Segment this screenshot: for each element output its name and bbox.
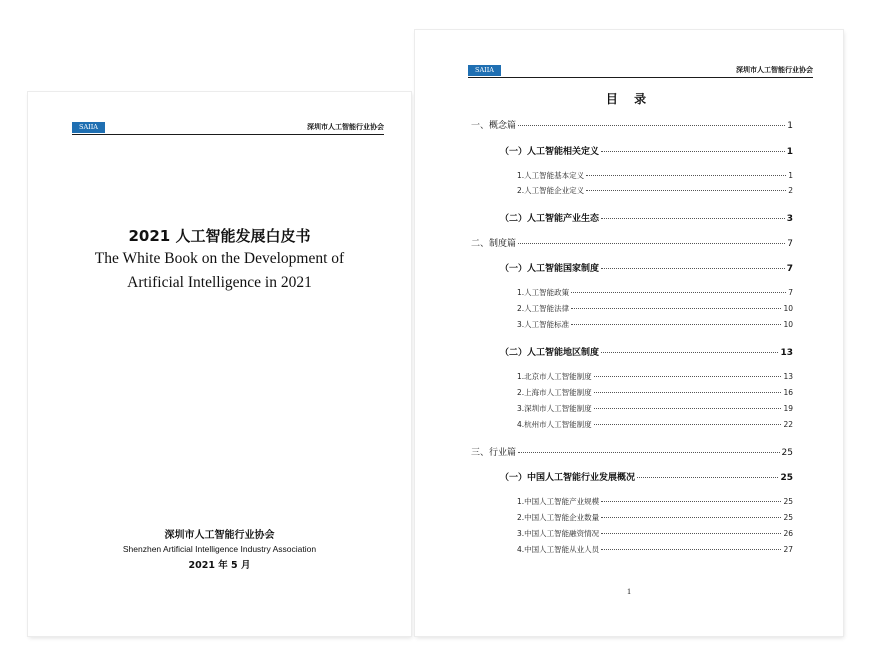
toc-entry[interactable]	[517, 371, 793, 382]
toc-entry-page: 1	[786, 147, 793, 157]
toc-entry[interactable]	[517, 387, 793, 398]
toc-entry-label: （一）人工智能相关定义	[500, 147, 600, 157]
cover-page	[28, 92, 411, 636]
page-number: 1	[627, 587, 631, 596]
toc-entry[interactable]	[517, 303, 793, 314]
toc-leader-dots	[518, 452, 780, 453]
toc-entry[interactable]	[517, 544, 793, 555]
toc-entry-label: 1.北京市人工智能制度	[517, 372, 592, 381]
toc-entry-label: 1.人工智能政策	[517, 288, 570, 297]
toc-leader-dots	[571, 308, 781, 309]
toc-entry-label: 3.中国人工智能融资情况	[517, 529, 600, 538]
toc-leader-dots	[601, 549, 781, 550]
toc-entry[interactable]	[500, 211, 793, 224]
toc-entry-page: 10	[783, 304, 793, 313]
cover-association-en: Shenzhen Artificial Intelligence Industry Association	[122, 544, 317, 554]
toc-entry-page: 3	[786, 214, 793, 224]
toc-entry[interactable]	[500, 345, 793, 358]
toc-entry-label: 4.中国人工智能从业人员	[517, 545, 600, 554]
cover-title-en-line1: The White Book on the Development of	[94, 250, 345, 267]
toc-leader-dots	[601, 501, 781, 502]
saiia-tag: SAIIA	[72, 122, 105, 133]
toc-entry-label: （一）人工智能国家制度	[500, 264, 600, 274]
toc-entry-page: 25	[780, 473, 793, 483]
toc-leader-dots	[601, 218, 785, 219]
toc-entry-page: 10	[783, 320, 793, 329]
toc-entry[interactable]	[517, 185, 793, 196]
toc-entry[interactable]	[517, 528, 793, 539]
toc-leader-dots	[594, 408, 782, 409]
toc-leader-dots	[594, 424, 782, 425]
toc-entry[interactable]	[517, 403, 793, 414]
toc-entry-page: 2	[788, 186, 793, 195]
toc-leader-dots	[518, 243, 785, 244]
toc-entry-label: 2.人工智能企业定义	[517, 186, 585, 195]
cover-date: 2021 年 5 月	[188, 560, 251, 571]
toc-entry-label: 一、概念篇	[471, 121, 517, 131]
page-header	[468, 65, 813, 78]
toc-entry-label: 二、制度篇	[471, 239, 517, 249]
toc-entry[interactable]	[517, 512, 793, 523]
toc-entry[interactable]	[517, 170, 793, 181]
toc-entry-page: 1	[787, 121, 793, 131]
toc-leader-dots	[586, 175, 786, 176]
toc-entry-page: 13	[780, 348, 793, 358]
toc-entry-label: 3.深圳市人工智能制度	[517, 404, 592, 413]
header-org-name: 深圳市人工智能行业协会	[307, 123, 384, 131]
toc-entry-page: 7	[786, 264, 793, 274]
toc-entry-label: 2.上海市人工智能制度	[517, 388, 592, 397]
toc-leader-dots	[594, 376, 782, 377]
toc-entry[interactable]	[517, 496, 793, 507]
toc-entry-page: 19	[783, 404, 793, 413]
toc-leader-dots	[586, 190, 786, 191]
toc-entry-label: 4.杭州市人工智能制度	[517, 420, 592, 429]
toc-entry-page: 7	[787, 239, 793, 249]
toc-leader-dots	[571, 324, 781, 325]
toc-leader-dots	[601, 352, 778, 353]
toc-leader-dots	[571, 292, 786, 293]
cover-title-en-line2: Artificial Intelligence in 2021	[127, 274, 312, 291]
toc-entry[interactable]	[517, 287, 793, 298]
toc-entry-label: 2.中国人工智能企业数量	[517, 513, 600, 522]
toc-entry[interactable]	[517, 419, 793, 430]
toc-entry-page: 25	[783, 513, 793, 522]
toc-entry-page: 25	[781, 448, 793, 458]
toc-entry-page: 22	[783, 420, 793, 429]
toc-entry[interactable]	[471, 118, 793, 131]
toc-leader-dots	[518, 125, 785, 126]
toc-leader-dots	[601, 268, 785, 269]
toc-entry[interactable]	[471, 236, 793, 249]
toc-leader-dots	[637, 477, 778, 478]
toc-leader-dots	[601, 517, 781, 518]
toc-entry-label: （二）人工智能产业生态	[500, 214, 600, 224]
saiia-tag: SAIIA	[468, 65, 501, 76]
cover-title-cn: 2021 人工智能发展白皮书	[128, 227, 311, 245]
page-header	[72, 122, 384, 135]
toc-entry-page: 7	[788, 288, 793, 297]
toc-entry-page: 13	[783, 372, 793, 381]
toc-entry[interactable]	[500, 144, 793, 157]
toc-entry[interactable]	[500, 470, 793, 483]
toc-entry-label: 1.中国人工智能产业规模	[517, 497, 600, 506]
toc-entry-page: 16	[783, 388, 793, 397]
toc-entry-label: （二）人工智能地区制度	[500, 348, 600, 358]
toc-entry-label: 2.人工智能法律	[517, 304, 570, 313]
toc-entry-label: （一）中国人工智能行业发展概况	[500, 473, 636, 483]
toc-page	[415, 30, 843, 636]
toc-entry-label: 三、行业篇	[471, 448, 517, 458]
toc-entry-label: 1.人工智能基本定义	[517, 171, 585, 180]
toc-entry-page: 26	[783, 529, 793, 538]
toc-entry-page: 1	[788, 171, 793, 180]
cover-title-en	[28, 247, 411, 295]
header-org-name: 深圳市人工智能行业协会	[736, 66, 813, 74]
toc-leader-dots	[601, 533, 781, 534]
toc-leader-dots	[594, 392, 782, 393]
toc-entry[interactable]	[500, 261, 793, 274]
toc-leader-dots	[601, 151, 785, 152]
toc-entry[interactable]	[517, 319, 793, 330]
toc-title: 目 录	[605, 92, 653, 106]
toc-entry-page: 25	[783, 497, 793, 506]
toc-entry[interactable]	[471, 445, 793, 458]
toc-entry-page: 27	[783, 545, 793, 554]
cover-association-cn: 深圳市人工智能行业协会	[164, 530, 275, 541]
toc-entry-label: 3.人工智能标准	[517, 320, 570, 329]
